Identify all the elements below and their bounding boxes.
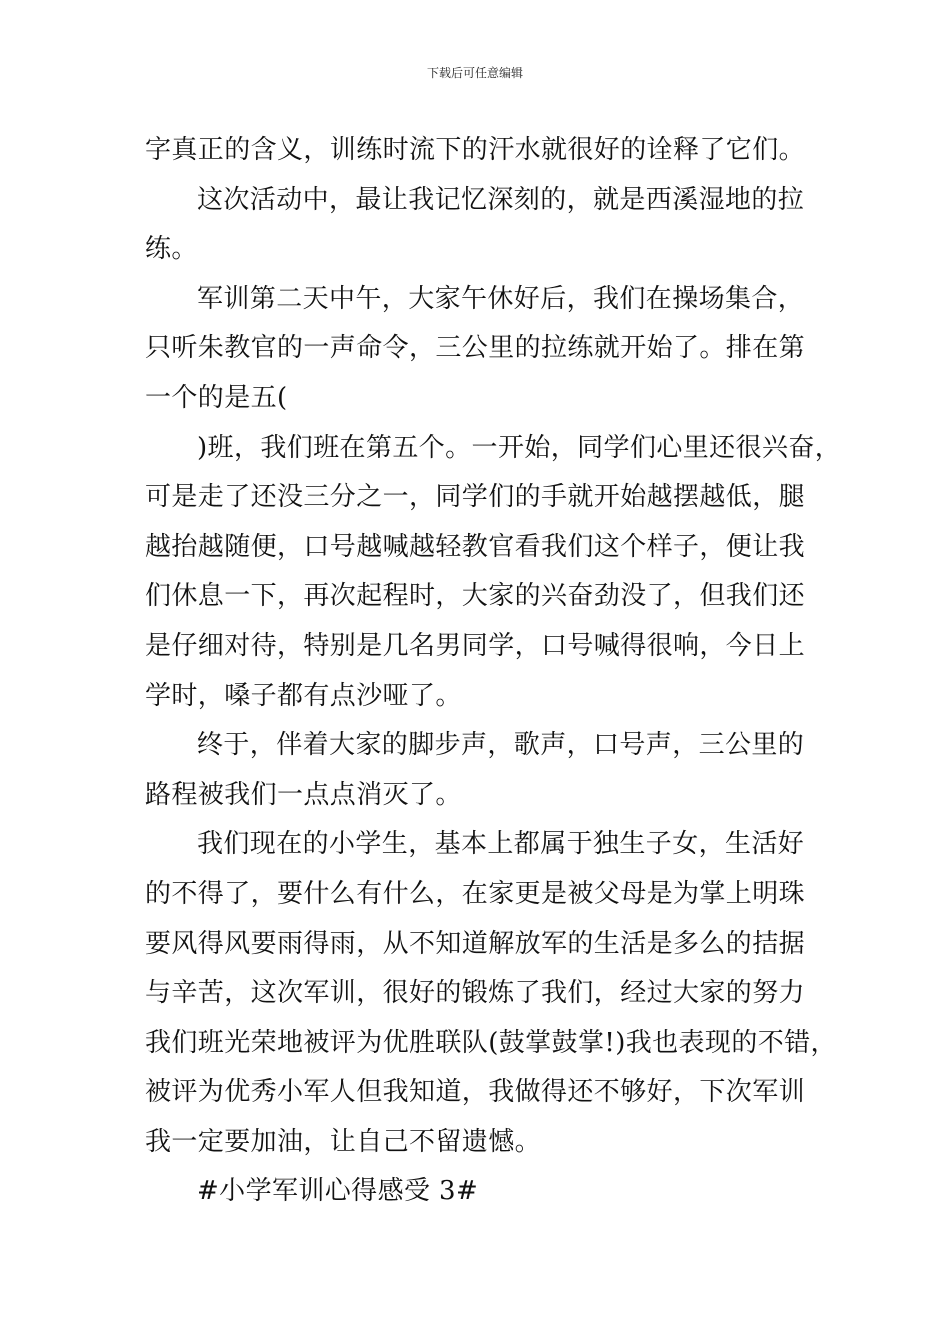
text-line: 的不得了，要什么有什么，在家更是被父母是为掌上明珠 — [145, 878, 806, 909]
text-line: 我一定要加油，让自己不留遗憾。 — [145, 1126, 542, 1157]
text-line: 可是走了还没三分之一，同学们的手就开始越摆越低，腿 — [145, 482, 806, 513]
text-line: 终于，伴着大家的脚步声，歌声，口号声，三公里的 — [197, 730, 805, 761]
text-line: 越抬越随便，口号越喊越轻教官看我们这个样子，便让我 — [145, 531, 806, 562]
text-line: 是仔细对待，特别是几名男同学，口号喊得很响，今日上 — [145, 630, 806, 661]
text-line: 字真正的含义，训练时流下的汗水就很好的诠释了它们。 — [145, 135, 806, 165]
text-line: 练。 — [145, 234, 198, 265]
text-line: 这次活动中，最让我记忆深刻的，就是西溪湿地的拉 — [197, 184, 805, 215]
text-line: )班，我们班在第五个。一开始，同学们心里还很兴奋， — [197, 432, 842, 463]
text-line: 被评为优秀小军人但我知道，我做得还不够好，下次军训 — [145, 1077, 806, 1108]
text-line: 要风得风要雨得雨，从不知道解放军的生活是多么的拮据 — [145, 928, 806, 959]
text-line: 与辛苦，这次军训，很好的锻炼了我们，经过大家的努力 — [145, 978, 806, 1009]
text-line: 一个的是五( — [145, 382, 288, 413]
text-line: #小学军训心得感受 3# — [197, 1176, 479, 1207]
page-header: 下载后可任意编辑 — [426, 66, 523, 80]
text-line: 我们现在的小学生，基本上都属于独生子女，生活好 — [197, 829, 805, 860]
body-text — [145, 126, 842, 1217]
text-line: 只听朱教官的一声命令，三公里的拉练就开始了。排在第 — [145, 333, 806, 364]
text-line: 们休息一下，再次起程时，大家的兴奋劲没了，但我们还 — [145, 581, 806, 612]
text-line: 我们班光荣地被评为优胜联队(鼓掌鼓掌!)我也表现的不错， — [145, 1027, 837, 1058]
text-line: 学时，嗓子都有点沙哑了。 — [145, 680, 462, 711]
text-line: 军训第二天中午，大家午休好后，我们在操场集合， — [197, 283, 805, 314]
text-line: 路程被我们一点点消灭了。 — [145, 779, 462, 810]
